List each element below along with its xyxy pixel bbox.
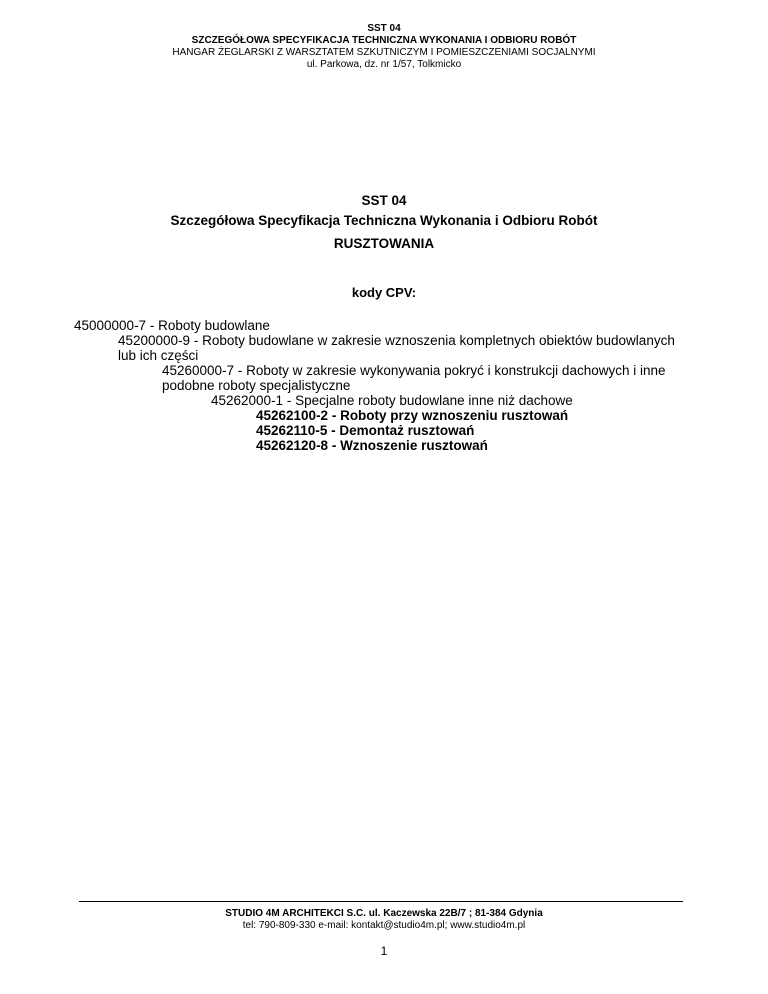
footer-divider (79, 901, 683, 902)
cpv-item: 45000000-7 - Roboty budowlane (74, 318, 270, 333)
cpv-item-bold: 45262120-8 - Wznoszenie rusztowań (256, 438, 488, 453)
cpv-list (0, 318, 768, 453)
header-project: HANGAR ŻEGLARSKI Z WARSZTATEM SZKUTNICZYM I POMIESZCZENIAMI SOCJALNYMI (172, 47, 596, 58)
page-number: 1 (380, 944, 388, 958)
page-footer (0, 908, 768, 932)
cpv-item: 45262000-1 - Specjalne roboty budowlane inne niż dachowe (211, 393, 573, 408)
cpv-item: 45260000-7 - Roboty w zakresie wykonywania pokryć i konstrukcji dachowych i inne podobne roboty specjalistyczne (162, 363, 666, 393)
header-code: SST 04 (367, 23, 401, 34)
footer-contact: tel: 790-809-330 e-mail: kontakt@studio4m.pl; www.studio4m.pl (242, 920, 526, 931)
document-title: Szczegółowa Specyfikacja Techniczna Wykonania i Odbioru Robót (170, 213, 598, 228)
footer-company: STUDIO 4M ARCHITEKCI S.C. ul. Kaczewska 22B/7 ; 81-384 Gdynia (225, 908, 543, 919)
cpv-item: 45200000-9 - Roboty budowlane w zakresie wznoszenia kompletnych obiektów budowlanych lub ich części (118, 333, 675, 363)
page-header (0, 23, 768, 71)
document-subject: RUSZTOWANIA (333, 236, 435, 251)
header-address: ul. Parkowa, dz. nr 1/57, Tolkmicko (306, 59, 462, 70)
document-code: SST 04 (361, 193, 407, 208)
cpv-item-bold: 45262100-2 - Roboty przy wznoszeniu rusztowań (256, 408, 569, 423)
cpv-item-bold: 45262110-5 - Demontaż rusztowań (256, 423, 475, 438)
header-title: SZCZEGÓŁOWA SPECYFIKACJA TECHNICZNA WYKONANIA I ODBIORU ROBÓT (191, 35, 577, 46)
cpv-heading: kody CPV: (351, 285, 417, 300)
